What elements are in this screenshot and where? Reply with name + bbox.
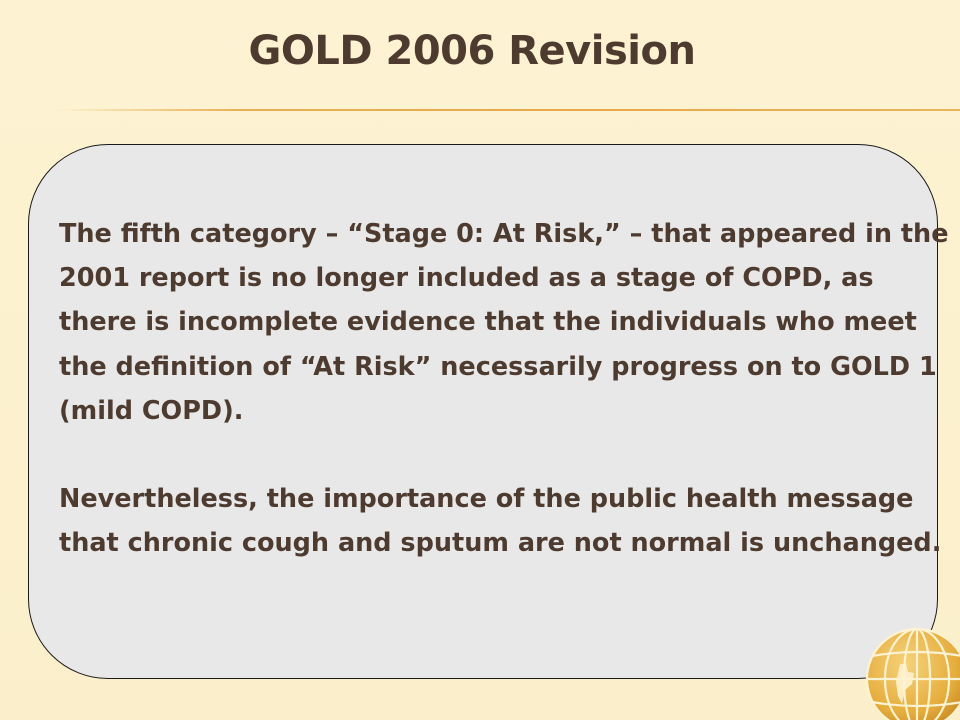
title-divider [56,109,960,111]
body-text [59,212,949,565]
paragraph-public-health: Nevertheless, the importance of the public health message that chronic cough and sputum are not normal is unchanged. [59,484,942,559]
globe-logo-icon [862,624,960,720]
slide-title: GOLD 2006 Revision [248,28,696,74]
paragraph-stage-0: The fifth category – “Stage 0: At Risk,” – that appeared in the 2001 report is no longer included as a stage of COPD, as there is incomplete evidence that the individuals who meet the definition of “At Risk” necessarily progress on to GOLD 1 (mild COPD). [59,219,949,426]
